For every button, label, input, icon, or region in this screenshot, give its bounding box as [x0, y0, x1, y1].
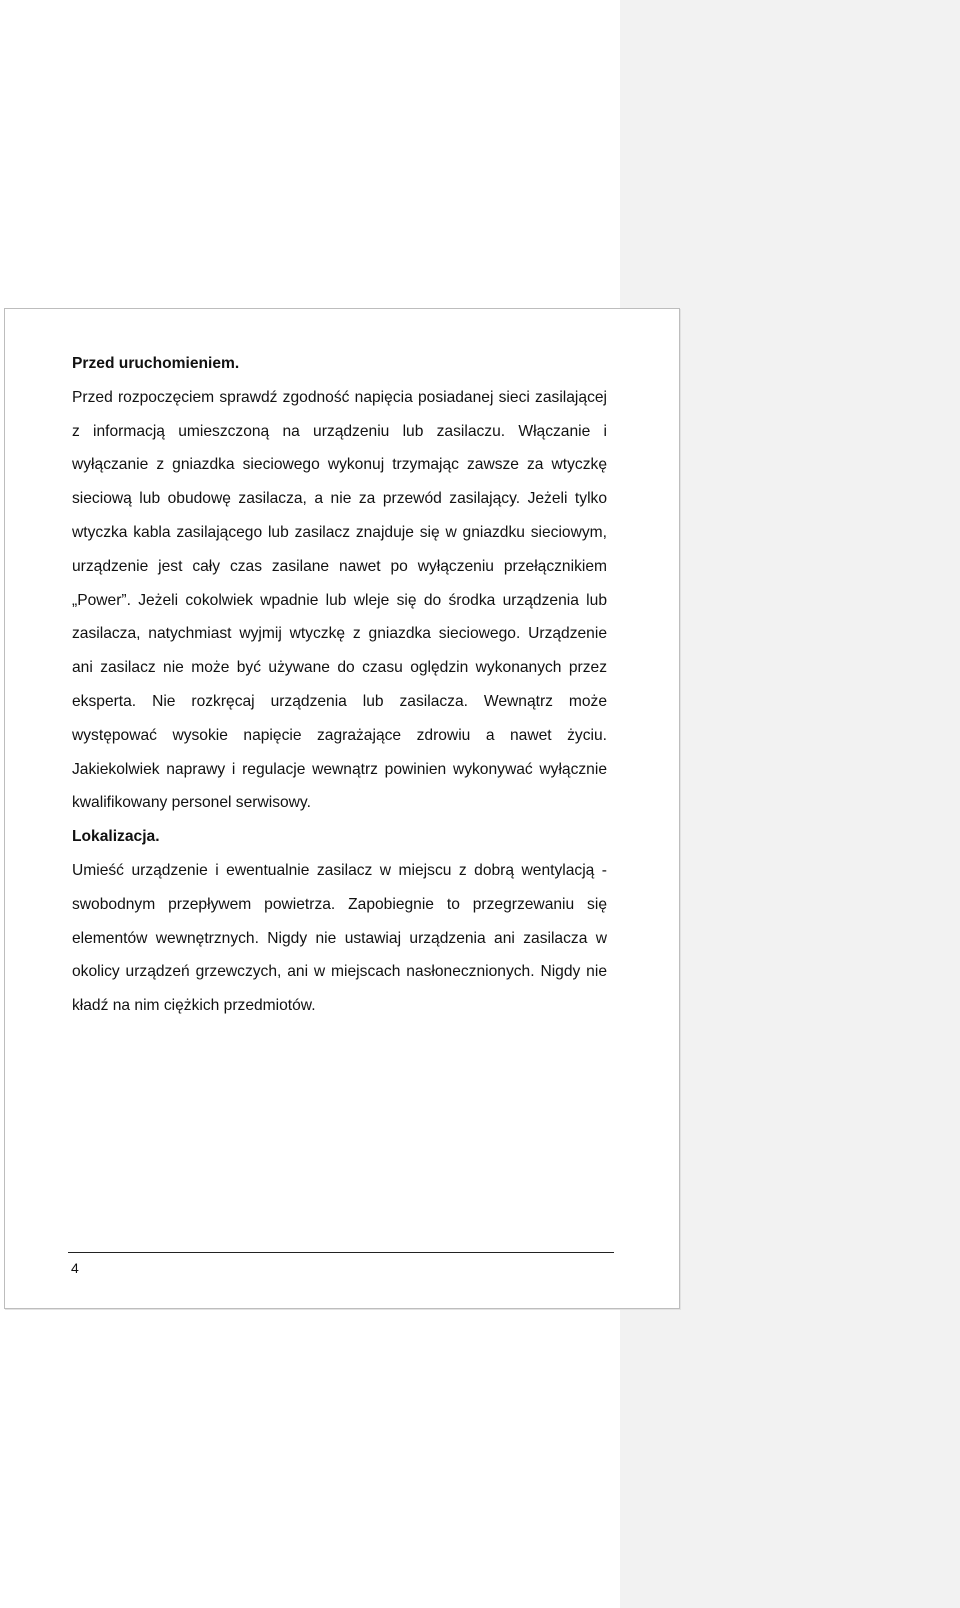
page-content: [72, 347, 607, 1023]
heading-przed-uruchomieniem: Przed uruchomieniem.: [72, 355, 240, 372]
paragraph-przed-uruchomieniem: Przed rozpoczęciem sprawdź zgodność napięcia posiadanej sieci zasilającej z informacją umieszczoną na urządzeniu lub zasilaczu. Włączanie i wyłączanie z gniazdka sieciowego wykonuj trzymając zawsze za wtyczkę sieciową lub obudowę zasilacza, a nie za przewód zasilający. Jeżeli tylko wtyczka kabla zasilającego lub zasilacz znajduje się w gniazdku sieciowym, urządzenie jest cały czas zasilane nawet po wyłączeniu przełącznikiem „Power”. Jeżeli cokolwiek wpadnie lub wleje się do środka urządzenia lub zasilacza, natychmiast wyjmij wtyczkę z gniazdka sieciowego. Urządzenie ani zasilacz nie może być używane do czasu oględzin wykonanych przez eksperta. Nie rozkręcaj urządzenia lub zasilacza. Wewnątrz może występować wysokie napięcie zagrażające zdrowiu a nawet życiu. Jakiekolwiek naprawy i regulacje wewnątrz powinien wykonywać wyłącznie kwalifikowany personel serwisowy.: [72, 388, 607, 812]
page-number: 4: [71, 1260, 79, 1276]
paragraph-lokalizacja: Umieść urządzenie i ewentualnie zasilacz w miejscu z dobrą wentylacją - swobodnym przepływem powietrza. Zapobiegnie to przegrzewaniu się elementów wewnętrznych. Nigdy nie ustawiaj urządzenia ani zasilacza w okolicy urządzeń grzewczych, ani w miejscach nasłonecznionych. Nigdy nie kładź na nim ciężkich przedmiotów.: [72, 861, 607, 1015]
footer-rule: [68, 1252, 614, 1253]
document-page: [4, 308, 680, 1309]
heading-lokalizacja: Lokalizacja.: [72, 828, 160, 846]
